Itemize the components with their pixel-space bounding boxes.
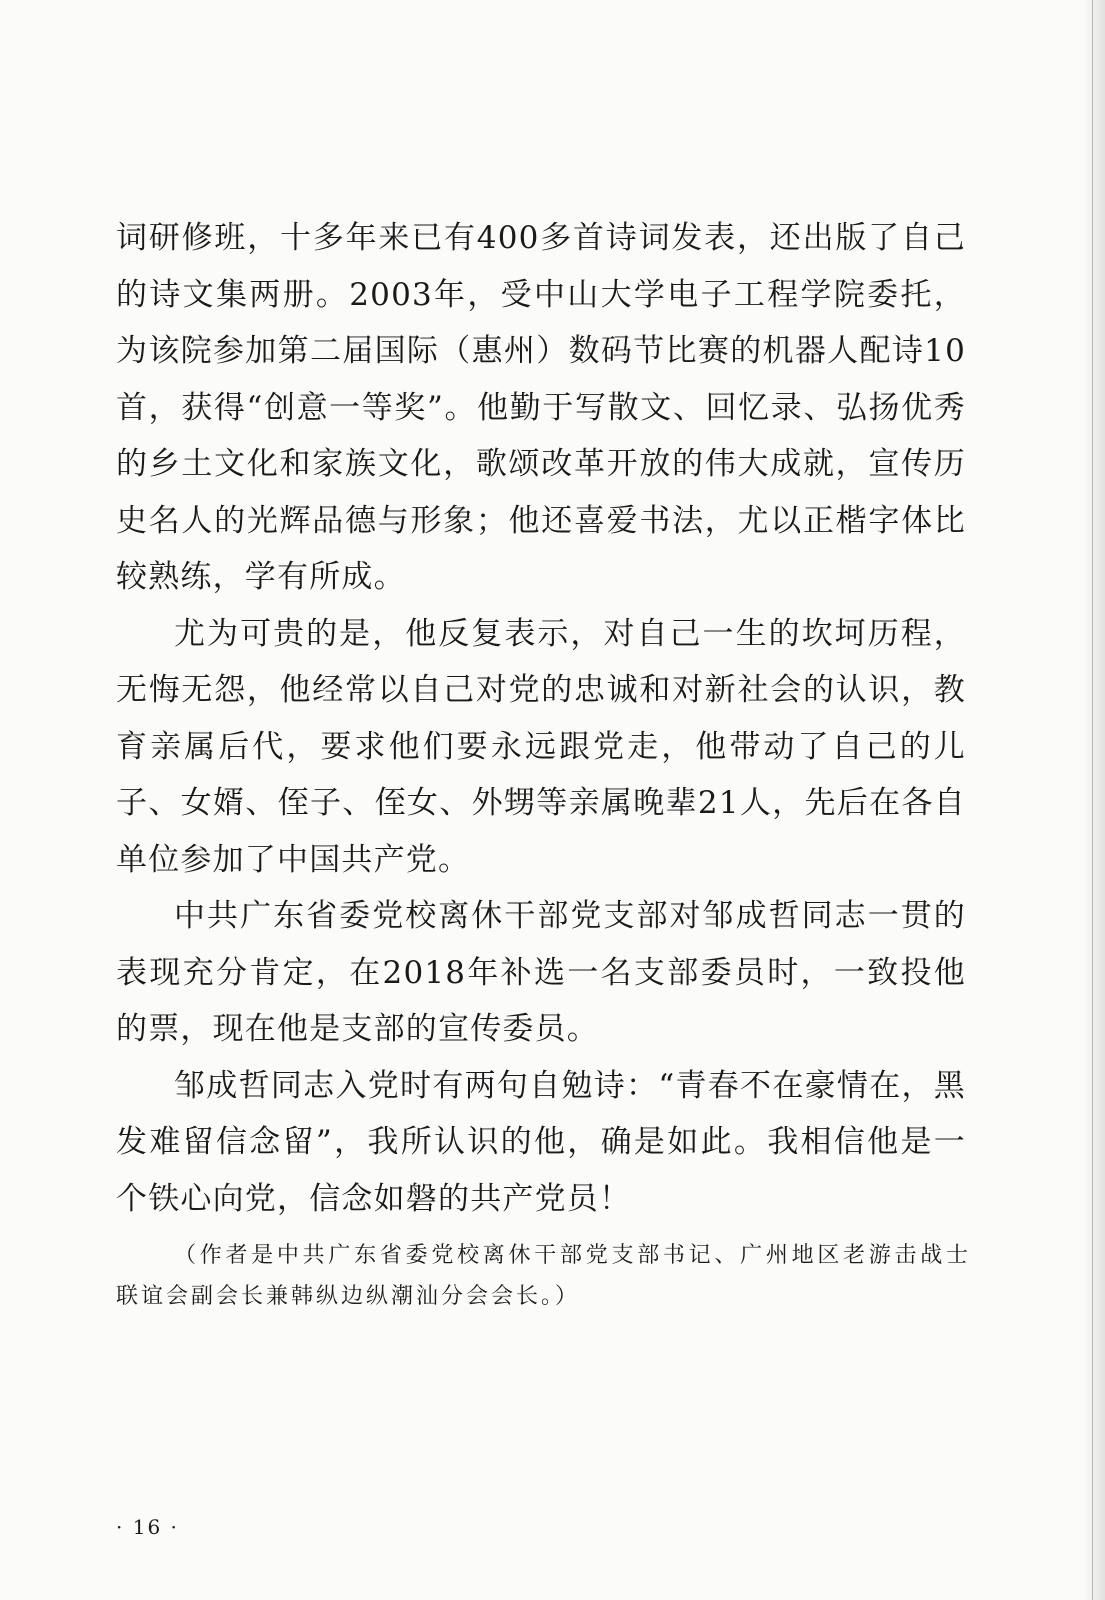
paragraph-party-branch: 中共广东省委党校离休干部党支部对邹成哲同志一贯的表现充分肯定，在2018年补选一名支部委员时，一致投他的票，现在他是支部的宣传委员。 bbox=[116, 898, 966, 1047]
paragraph-continued: 词研修班，十多年来已有400多首诗词发表，还出版了自己的诗文集两册。2003年，受中山大学电子工程学院委托，为该院参加第二届国际（惠州）数码节比赛的机器人配诗10首，获得“创意一等奖”。他勤于写散文、回忆录、弘扬优秀的乡土文化和家族文化，歌颂改革开放的伟大成就，宣传历史名人的光辉品德与形象；他还喜爱书法，尤以正楷字体比较熟练，学有所成。 bbox=[116, 220, 966, 595]
author-note: （作者是中共广东省委党校离休干部党支部书记、广州地区老游击战士联谊会副会长兼韩纵边纵潮汕分会会长。） bbox=[116, 1243, 971, 1309]
scan-edge-line bbox=[1092, 0, 1093, 1600]
paragraph-loyalty: 尤为可贵的是，他反复表示，对自己一生的坎坷历程，无悔无怨，他经常以自己对党的忠诚和对新社会的认识，教育亲属后代，要求他们要永远跟党走，他带动了自己的儿子、女婿、侄子、侄女、外甥等亲属晚辈21人，先后在各自单位参加了中国共产党。 bbox=[116, 615, 966, 878]
article-body bbox=[116, 210, 966, 1227]
scan-edge-shadow bbox=[1083, 0, 1105, 1600]
page-number: · 16 · bbox=[116, 1515, 179, 1539]
paragraph-poem: 邹成哲同志入党时有两句自勉诗：“青春不在豪情在，黑发难留信念留”，我所认识的他，确是如此。我相信他是一个铁心向党，信念如磐的共产党员！ bbox=[116, 1067, 966, 1217]
